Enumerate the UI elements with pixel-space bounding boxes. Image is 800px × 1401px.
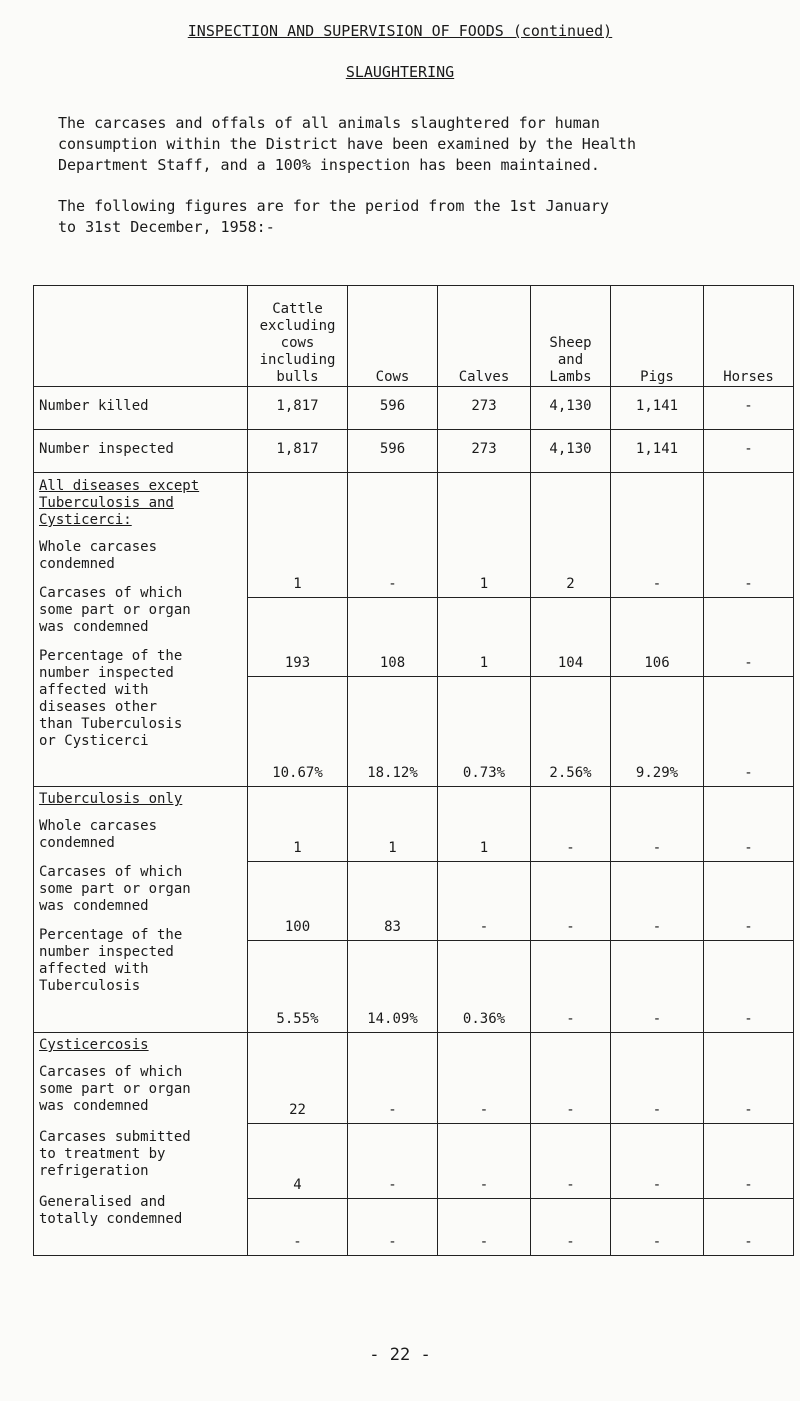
cell-value: 4,130 bbox=[531, 430, 611, 473]
cell-value: 273 bbox=[438, 430, 531, 473]
cell-value: - bbox=[704, 941, 794, 1033]
cell-value: 1 bbox=[438, 787, 531, 862]
row-label: Carcases of which some part or organ was condemned bbox=[39, 1064, 191, 1114]
table-row-other-whole-condemned bbox=[34, 473, 794, 598]
section-heading-cysticercosis: Cysticercosis bbox=[39, 1037, 149, 1053]
cell-value: 1,141 bbox=[611, 430, 704, 473]
period-paragraph: The following figures are for the period from the 1st January to 31st December, 1958:- bbox=[58, 197, 609, 236]
cell-value: 2 bbox=[531, 473, 611, 598]
cell-value: 4,130 bbox=[531, 387, 611, 430]
cell-value: - bbox=[704, 1199, 794, 1256]
cell-value: 100 bbox=[248, 862, 348, 941]
cell-value: 10.67% bbox=[248, 677, 348, 787]
cell-value: 1,141 bbox=[611, 387, 704, 430]
cell-value: - bbox=[438, 1124, 531, 1199]
section-label-cysticercosis bbox=[34, 1033, 248, 1256]
cell-value: 104 bbox=[531, 598, 611, 677]
cell-value: - bbox=[438, 862, 531, 941]
cell-value: 14.09% bbox=[348, 941, 438, 1033]
cell-value: - bbox=[348, 473, 438, 598]
row-label: Percentage of the number inspected affected with diseases other than Tuberculosis or Cysticerci bbox=[39, 648, 183, 749]
cell-value: 1,817 bbox=[248, 430, 348, 473]
cell-value: 9.29% bbox=[611, 677, 704, 787]
cell-value: 596 bbox=[348, 430, 438, 473]
cell-value: - bbox=[531, 787, 611, 862]
row-label: Number inspected bbox=[34, 430, 248, 473]
cell-value: 5.55% bbox=[248, 941, 348, 1033]
row-label: Whole carcases condemned bbox=[39, 818, 158, 851]
cell-value: - bbox=[348, 1124, 438, 1199]
cell-value: 22 bbox=[248, 1033, 348, 1124]
cell-value: 108 bbox=[348, 598, 438, 677]
header-row bbox=[34, 286, 794, 387]
cell-value: 596 bbox=[348, 387, 438, 430]
cell-value: - bbox=[704, 1033, 794, 1124]
cell-value: 1 bbox=[348, 787, 438, 862]
col-header-sheep: Sheep and Lambs bbox=[531, 286, 611, 387]
page-number: - 22 - bbox=[369, 1345, 431, 1365]
table-row-number-killed bbox=[34, 387, 794, 430]
cell-value: - bbox=[611, 941, 704, 1033]
cell-value: - bbox=[704, 598, 794, 677]
cell-value: 0.73% bbox=[438, 677, 531, 787]
row-label: Carcases of which some part or organ was condemned bbox=[39, 585, 191, 635]
cell-value: - bbox=[531, 1124, 611, 1199]
cell-value: 193 bbox=[248, 598, 348, 677]
cell-value: 83 bbox=[348, 862, 438, 941]
cell-value: - bbox=[248, 1199, 348, 1256]
row-label: Carcases of which some part or organ was condemned bbox=[39, 864, 191, 914]
cell-value: - bbox=[704, 430, 794, 473]
cell-value: - bbox=[611, 1124, 704, 1199]
cell-value: - bbox=[438, 1033, 531, 1124]
cell-value: - bbox=[531, 941, 611, 1033]
cell-value: - bbox=[438, 1199, 531, 1256]
cell-value: - bbox=[611, 862, 704, 941]
section-title: SLAUGHTERING bbox=[345, 63, 455, 81]
table-row-number-inspected bbox=[34, 430, 794, 473]
col-header-cows: Cows bbox=[348, 286, 438, 387]
cell-value: - bbox=[348, 1199, 438, 1256]
section-label-other-diseases bbox=[34, 473, 248, 787]
section-heading-other-3: Cysticerci: bbox=[39, 512, 132, 528]
cell-value: - bbox=[531, 862, 611, 941]
cell-value: 1,817 bbox=[248, 387, 348, 430]
cell-value: 2.56% bbox=[531, 677, 611, 787]
section-heading-tuberculosis: Tuberculosis only bbox=[39, 791, 183, 807]
cell-value: 18.12% bbox=[348, 677, 438, 787]
col-header-cattle: Cattle excluding cows including bulls bbox=[248, 286, 348, 387]
section-heading-other-1: All diseases except bbox=[39, 478, 200, 494]
col-header-calves: Calves bbox=[438, 286, 531, 387]
cell-value: - bbox=[348, 1033, 438, 1124]
cell-value: - bbox=[704, 862, 794, 941]
table-row-cyst-part-condemned bbox=[34, 1033, 794, 1124]
row-label: Percentage of the number inspected affected with Tuberculosis bbox=[39, 927, 183, 994]
cell-value: - bbox=[611, 473, 704, 598]
cell-value: - bbox=[611, 1033, 704, 1124]
cell-value: - bbox=[531, 1033, 611, 1124]
cell-value: 1 bbox=[248, 473, 348, 598]
cell-value: 1 bbox=[438, 598, 531, 677]
cell-value: 4 bbox=[248, 1124, 348, 1199]
cell-value: - bbox=[704, 1124, 794, 1199]
cell-value: 1 bbox=[248, 787, 348, 862]
page-title: INSPECTION AND SUPERVISION OF FOODS (continued) bbox=[187, 22, 613, 40]
section-label-tuberculosis bbox=[34, 787, 248, 1033]
cell-value: - bbox=[704, 473, 794, 598]
table-row-tb-whole-condemned bbox=[34, 787, 794, 862]
row-label: Carcases submitted to treatment by refrigeration bbox=[39, 1129, 191, 1179]
cell-value: - bbox=[531, 1199, 611, 1256]
cell-value: - bbox=[704, 387, 794, 430]
cell-value: 106 bbox=[611, 598, 704, 677]
cell-value: - bbox=[611, 787, 704, 862]
section-heading-other-2: Tuberculosis and bbox=[39, 495, 174, 511]
col-header-horses: Horses bbox=[704, 286, 794, 387]
slaughter-table bbox=[33, 285, 794, 1256]
row-label: Generalised and totally condemned bbox=[39, 1194, 183, 1227]
cell-value: - bbox=[704, 677, 794, 787]
header-empty-cell bbox=[34, 286, 248, 387]
intro-paragraph: The carcases and offals of all animals slaughtered for human consumption within the District have been examined by the Health Department Staff, and a 100% inspection has been maintained. bbox=[58, 114, 636, 174]
row-label: Number killed bbox=[34, 387, 248, 430]
col-header-pigs: Pigs bbox=[611, 286, 704, 387]
row-label: Whole carcases condemned bbox=[39, 539, 158, 572]
cell-value: 0.36% bbox=[438, 941, 531, 1033]
cell-value: - bbox=[704, 787, 794, 862]
cell-value: 273 bbox=[438, 387, 531, 430]
cell-value: - bbox=[611, 1199, 704, 1256]
cell-value: 1 bbox=[438, 473, 531, 598]
